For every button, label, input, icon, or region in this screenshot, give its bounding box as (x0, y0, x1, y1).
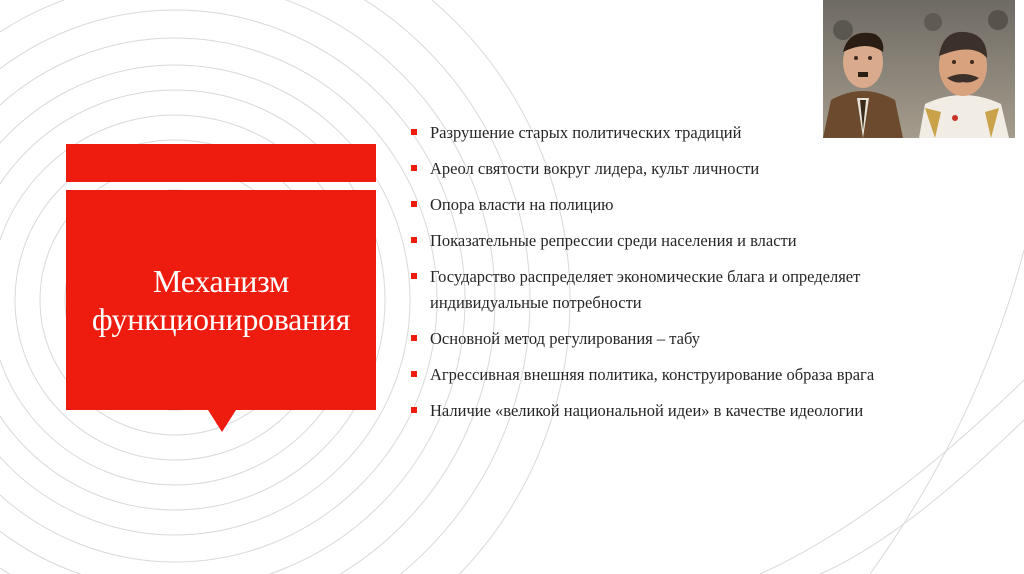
title-block (66, 190, 376, 410)
bullet-item (411, 228, 891, 254)
bullet-text: Разрушение старых политических традиций (430, 123, 742, 142)
bullet-text: Наличие «великой национальной идеи» в качестве идеологии (430, 401, 864, 420)
bullet-text: Государство распределяет экономические блага и определяет индивидуальные потребности (430, 267, 861, 312)
bullet-text: Опора власти на полицию (430, 195, 614, 214)
bullet-square-icon (411, 237, 417, 243)
slide-title (92, 262, 350, 338)
bullet-text: Агрессивная внешняя политика, конструирование образа врага (430, 365, 875, 384)
bullet-text: Ареол святости вокруг лидера, культ личности (430, 159, 760, 178)
bullet-square-icon (411, 335, 417, 341)
title-accent-strip (66, 144, 376, 182)
bullet-square-icon (411, 201, 417, 207)
slide-title-line-2: функционирования (91, 301, 351, 337)
bullet-item (411, 192, 891, 218)
slide-title-line-1: Механизм (153, 263, 289, 299)
bullet-item (411, 264, 891, 316)
bullet-item (411, 362, 891, 388)
bullet-item (411, 326, 891, 352)
portrait-illustration (823, 0, 1015, 138)
bullet-item (411, 398, 891, 424)
bullet-text: Показательные репрессии среди населения и власти (430, 231, 797, 250)
bullet-square-icon (411, 129, 417, 135)
bullet-square-icon (411, 273, 417, 279)
bullet-item (411, 120, 891, 146)
bullet-list (411, 120, 891, 434)
bullet-square-icon (411, 165, 417, 171)
bullet-square-icon (411, 371, 417, 377)
dictators-portrait-image (823, 0, 1015, 138)
bullet-item (411, 156, 891, 182)
bullet-square-icon (411, 407, 417, 413)
title-block-pointer (208, 410, 236, 432)
bullet-text: Основной метод регулирования – табу (430, 329, 701, 348)
